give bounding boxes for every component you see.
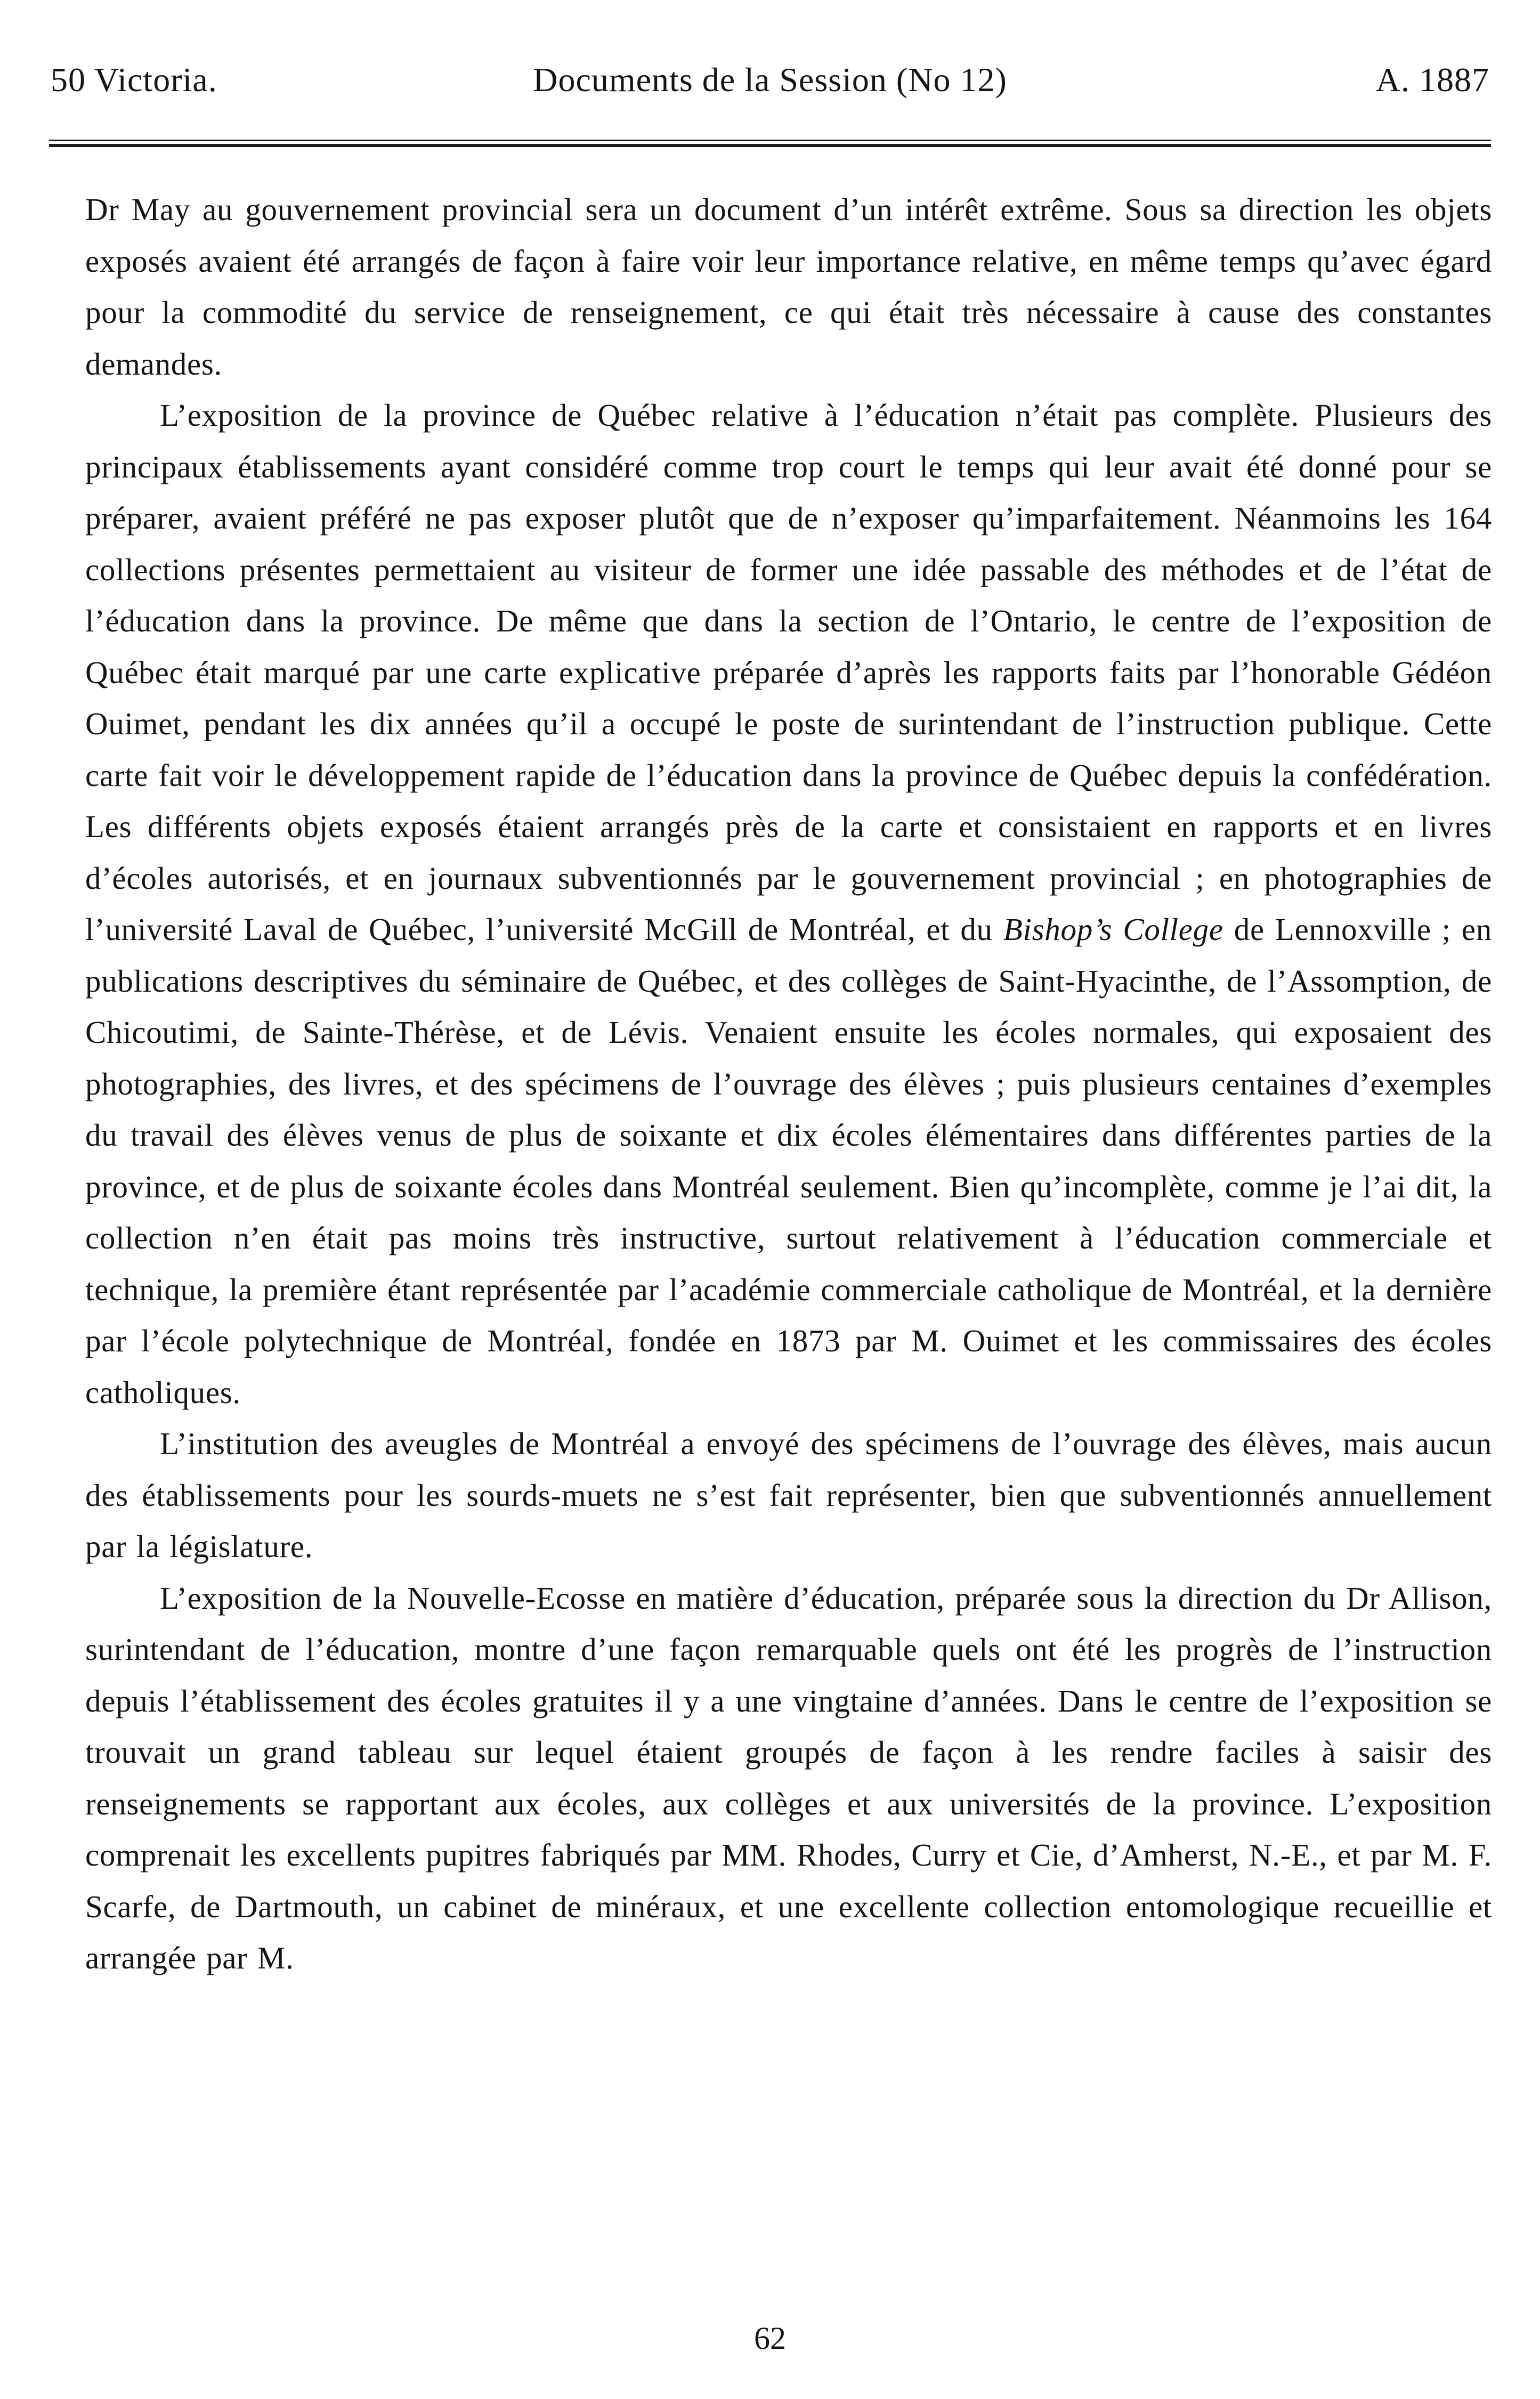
paragraph-2-italic: Bishop’s College xyxy=(1003,912,1223,947)
running-head xyxy=(51,51,1489,109)
paragraph-2-end: de Lennoxville ; en publications descriptives du séminaire de Québec, et des collèges de Saint-Hyacinthe, de l’Assomption, de Chicoutimi, de Sainte-Thérèse, et de Lévis. Venaient ensuite les écoles normales, qui exposaient des photographies, des livres, et des spécimens de l’ouvrage des élèves ; puis plusieurs centaines d’exemples du travail des élèves venus de plus de soixante et dix écoles élémentaires dans différentes parties de la province, et de plus de soixante écoles dans Montréal seulement. Bien qu’incomplète, comme je l’ai dit, la collection n’en était pas moins très instructive, surtout relativement à l’éducation commerciale et technique, la première étant représentée par l’académie commerciale catholique de Montréal, et la dernière par l’école polytechnique de Montréal, fondée en 1873 par M. Ouimet et les commissaires des écoles catholiques. xyxy=(85,912,1492,1410)
header-volume: 50 Victoria. xyxy=(51,61,217,99)
paragraph-2-text: L’exposition de la province de Québec relative à l’éducation n’était pas complète. Plusieurs des principaux établissements ayant considéré comme trop court le temps qui leur avait été donné pour se préparer, avaient préféré ne pas exposer plutôt que de n’exposer qu’imparfaitement. Néanmoins les 164 collections présentes permettaient au visiteur de former une idée passable des méthodes et de l’état de l’éducation dans la province. De même que dans la section de l’Ontario, le centre de l’exposition de Québec était marqué par une carte explicative préparée d’après les rapports faits par l’honorable Gédéon Ouimet, pendant les dix années qu’il a occupé le poste de surintendant de l’instruction publique. Cette carte fait voir le développement rapide de l’éducation dans la province de Québec depuis la confédération. Les différents objets exposés étaient arrangés près de la carte et consistaient en rapports et en livres d’écoles autorisés, et en journaux subventionnés par le gouvernement provincial ; en photographies de l’université Laval de Québec, l’université McGill de Montréal, et du xyxy=(85,398,1492,947)
page-number: 62 xyxy=(754,2321,786,2356)
header-year: A. 1887 xyxy=(1375,61,1489,99)
header-title: Documents de la Session (No 12) xyxy=(533,61,1007,99)
paragraph-2 xyxy=(85,390,1492,1418)
header-rule xyxy=(49,140,1491,147)
paragraph-1: Dr May au gouvernement provincial sera un document d’un intérêt extrême. Sous sa direction les objets exposés avaient été arrangés de façon à faire voir leur importance relative, en même temps qu’avec égard pour la commodité du service de renseignement, ce qui était très nécessaire à cause des constantes demandes. xyxy=(85,192,1492,382)
body-text xyxy=(85,184,1492,1984)
paragraph-3: L’institution des aveugles de Montréal a envoyé des spécimens de l’ouvrage des élèves, mais aucun des établissements pour les sourds-muets ne s’est fait représenter, bien que subventionnés annuellement par la législature. xyxy=(85,1426,1492,1564)
paragraph-4: L’exposition de la Nouvelle-Ecosse en matière d’éducation, préparée sous la direction du Dr Allison, surintendant de l’éducation, montre d’une façon remarquable quels ont été les progrès de l’instruction depuis l’établissement des écoles gratuites il y a une vingtaine d’années. Dans le centre de l’exposition se trouvait un grand tableau sur lequel étaient groupés de façon à les rendre faciles à saisir des renseignements se rapportant aux écoles, aux collèges et aux universités de la province. L’exposition comprenait les excellents pupitres fabriqués par MM. Rhodes, Curry et Cie, d’Amherst, N.-E., et par M. F. Scarfe, de Dartmouth, un cabinet de minéraux, et une excellente collection entomologique recueillie et arrangée par M. xyxy=(85,1580,1492,1975)
